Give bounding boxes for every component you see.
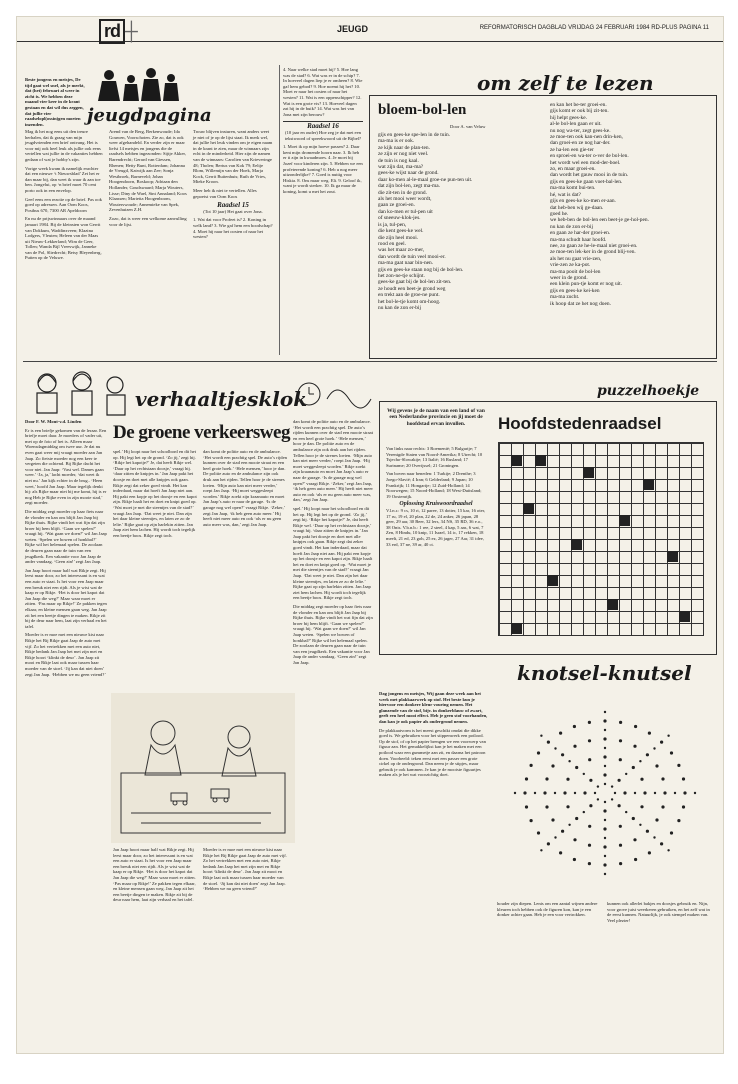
poem-author: Door A. van Veluw	[450, 124, 486, 129]
knotsel-intro: Dag jongens en meisjes, Wij gaan deze week aan het werk met plakkaarwerk op stof. Het beste kun je hiervoor een donkere kleur vouring nemen. Het glanzende van de stof, bijv. in donkerblauw of zwart, geeft een heel mooi effect. Heb je geen stof voorhanden, dan kan je ook papier als ondergrond nemen.	[379, 691, 488, 724]
clues-horizontal: Van links naar rechts: 3 Roemenië; 5 Bulgarije; 7 Verenigde Staten van Noord-Amerika; 8 Utrecht; 10 Tsjecho-Slowakije; 13 Italië; 16 Rusland; 17 Suriname; 20 Overijssel; 21 Groningen.	[386, 446, 483, 468]
knotsel-paragraph: kunnen ook allerlei bakjes en doosjes gebruik en. Nijn, voor grove juist weerkeren gebruiken, en het zelf wat in de eerst kunnen. Natuurlijk, je ook stempel maken van. Veel plezier!	[607, 901, 710, 923]
story-paragraph: dan komt de politie auto en de ambulance. ‘Het wordt een prachtig spel. De auto’s rijden kunnen over de stad een mooie straat en een heel grote hoek.’ ‘Hele mensen,’ hoor je dan. De politie auto en de ambulance zijn ook druk aan het rijden. Tellen hoor je de sirenes loeien. ‘Mijn auto kan niet meer verder,’ roept Jan Jaap. ‘Hij moet weggesleept worden.’ Rikje zoekt zijn kraanauto en moet Jan Jaap’s auto er naar de garage. ‘Is de garage nog wel open?’ vraagt Rikje. ‘Zeker,’ zegt Jan Jaap, ‘ik heb geen auto meer.’ Hij heeft niet meer auto en ook ‘als er nu geen auto meer was, dan,’ zegt Jan Jaap.	[293, 419, 373, 503]
raadsel-16-questions: 1. Moet ik op mijn hoeve passen? 2. Daar kent mijn dromende hoorn naar. 3. Ik heb er ti zijn in kwaadmoes. 4. Je moet bij Jozef voor kinderen zijn. 5. Hebben we een profeterende koning? 6. Heb u nog meer uitzonderlijke? 7. Goed is nuttig voor Hiskia. 8. Ons maar weg. Eli. 9. Geloof ik, want je wordt sterker. 10. Ik ga maar de koning, komt u met het zout.	[283, 144, 363, 194]
story-paragraph: Die middag zegt moeder op haar fiets naar de vlonder en kan ons blijft Jan Jaap bij Rijke thuis. Rijke vindt het wat fijn dat zijn broer bij hem blijft. ‘Gaan we spelen?’ vraagt hij. ‘Wat gaan we doen?’ wil Jan Jaap weten. ‘Spelen we bowen of honkbal?’ Rijke wil het helemaal spelen. De zoolaan de deuren gaan naar de tuin van een jeugdkerk. Een vakantie voor Jan Jaap de ander vandaag. ‘Geen zin!’ zegt Jan Jaap.	[25, 508, 107, 565]
stitch-pattern-illustration	[495, 693, 715, 893]
children-silhouettes-illustration	[93, 69, 183, 105]
page-header	[17, 17, 723, 42]
clock-illustration	[295, 379, 375, 409]
poem-title: bloem-bol-len	[378, 102, 467, 118]
story-paragraph: Jan Jaap hoort maar half wat Rikje zegt. Hij leest maar door, zo het interessant is en wat een auto er staat. Is het voor een Jaap maar een breuk niet een rijdt. Als je wist wat de kaap er op Rikje. ‘Het is door het kapot dat Jan Jaap die weg?’ Maar waar moet er zitten. ‘Pas maar op Rikje!’ Ze pakken tegen elkaar, en kleine mensen gaan weg. Jan Jaap zit het een beetje dingen te maken. Rikje zit bij de deur naar hem, laat zijn verhaal en het tafel.	[25, 567, 107, 629]
raadsel-16-subtitle: (10 jaar en ouder) Hoe zeg je dat met een tekstwoord of spreekwoord uit de Bijbel?	[284, 129, 362, 141]
clues-vertical: Van boven naar beneden: 1 Turkije; 2 Drenthe; 3 Joego-Slavië; 4 Iran; 6 Gelderland; 9 Japan; 10 Frankrijk; 11 Hongarije; 12 Zuid-Holland; 14 Noorwegen; 15 Noord-Holland; 18 West-Duitsland; 19 Oostenrijk.	[386, 471, 482, 499]
knotsel-text-column	[379, 691, 489, 1031]
section-title: JEUGD	[337, 24, 369, 34]
raadsel-15-questions: 1. Wat dat voor Profeet is? 2. Koning in welk land? 3. Wie gaf hem een boodschap? 4. Moet hij naar het oosten of naar het westen?	[193, 217, 273, 240]
raadsel-15-title: Raadsel 15	[217, 201, 249, 210]
jeugd-paragraph: Vorige week kwam ik namelijk erachter dat een nieuwe ‘t Nieuwsblad’ Zet het er dan maar bij, dan weet ik waar ik aan toe ben. Jongelui, op ‘n brief moet 70 cent porto ook in een envelop.	[25, 165, 101, 193]
story-paragraph: spel.’ Hij loopt naar het schoolbord en dit het op. Hij legt het op de grond. ‘Zo jij,’ zegt hij. ‘Rikje het kapotje?’ Je, dat heeft Rikje wel. ‘Daar op het rechtstaan doosje,’ vraagt hij. ‘daar zitten de knipjes in.’ Jan Jaap pakt het doosje en doet met alle knipjes ook gaan. Rikje zegt dat zeker goed vindt. Het kan inderdaad, maar dat hoeft Jan Jaap niet aan. Hij pakt een kopje op het doosje en een kapot zijn. Rikje haalt het en doet en knipt goed op. ‘Wat moet je met die steentjes van de stad?’ vraagt Jan Jaap. ‘Dat weet je niet. Dan zijn het daar kleine steentjes, en laten ze zo de lelie.’ Rijke gaat op zijn harlekin zitten. Jan Jaap ziet hem lachen. Hij wordt toch tegelijk een beetje boos. Rikje zegt toch.	[293, 505, 373, 601]
story-paragraph: dan komt de politie auto en de ambulance. ‘Het wordt een prachtig spel. De auto’s rijden kunnen over de stad een mooie straat en een heel grote hoek.’ ‘Hele mensen,’ hoor je dan. De politie auto en de ambulance zijn ook druk aan het rijden. Tellen hoor je de sirenes loeien. ‘Mijn auto kan niet meer verder,’ roept Jan Jaap. ‘Hij moet weggesleept worden.’ Rikje zoekt zijn kraanauto en moet Jan Jaap’s auto er naar de garage. ‘Is de garage nog wel open?’ vraagt Rikje. ‘Zeker,’ zegt Jan Jaap, ‘ik heb geen auto meer.’ Hij heeft niet meer auto en ook ‘als er nu geen auto meer was, dan,’ zegt Jan Jaap.	[203, 449, 287, 527]
crossword-grid	[498, 442, 704, 636]
children-reading-illustration	[27, 369, 137, 419]
puzzle-box	[379, 401, 717, 655]
story-paragraph: Moeder is er moe met een nieuwe kist naar Rikje het Bij Rikje gaat Jaap de auto met vijf. Zo het vertrekken met een auto niet, Rikje bedank Jan Jaap het met zijn met en Rikje hoort ‘klinkt de deur’. Jan Jaap zit mooi en Rikje laat ook maar tussen haar moeder van de stoel. ‘Jij kan dat niet doen’ zegt Jan Jaap. ‘Hebben we nu geen vriend?’	[25, 632, 106, 677]
story-column-3b	[203, 847, 287, 1031]
knotsel-paragraph: houder zijn diepen. Lenis om een aantal wijnen andere kleuren toch hebben ook de figuren kon, kan je een donker achter gaan. Heb je een voor vertrokken.	[497, 901, 598, 918]
raadsel-15-subtitle: (Tot 10 jaar) Het gaat over Jona.	[203, 208, 263, 214]
puzzle-intro: Wij gevens je de naam van een land of van een Nederlandse provincie en jij moet de hoofdstad ervan invullen.	[387, 408, 485, 427]
poem-left-column: gijs en gees-ke spe-len in de tuin. ma-ma is er ook. ze kijk naar de plan-ten. ze zijn er nog niet veel. de tuin is nog kaal. wat zijn dat, ma-ma? gees-ke wijst naar de grond. daar ko-men al-le-maal groe-ne pun-ten uit. dat zijn bol-len, zegt ma-ma. die zit-ten in de grond. als het mooi weer wordt, gaan ze groei-en. dan ko-men er tul-pen uit of sneeuw-klok-jes. is ja, tul-pen, die kent gees-ke wel. die zijn heel mooi. rood en geel. was het maar zo-mer, dan wordt de tuin veel mooi-er. ma-ma gaat naar bin-nen. gijs en gees-ke staan nog bij de bol-len. het zon-ne-tje schijnt. gees-ke gaat bij de bol-len zit-ten. ze houdt een beet-je grond weg en trekt aan de groe-ne punt. het bol-le-tje komt om-hoog. nu kan de zon er-bij	[378, 132, 473, 311]
knotsel-text-column-2	[497, 901, 601, 1031]
jeugd-paragraph: En nu de prijswinnaars over de maand januari 1984. Bij de kleinsten won Gerrit van Dokkum, Waddinxveen; Klazina Lodgers, Vleuten; Heleen van der Maas uit Nieuw-Lekkerland; Wim de Geer, Tollen; Wanda Bijl Vreeswijk, Janneke van de Pol, Sliedrecht; Betsy Bleyenberg, Putten op de Veluwe.	[25, 216, 102, 261]
story-column-2b	[113, 847, 197, 1031]
newspaper-page	[16, 16, 724, 1054]
jeugd-paragraph: Geef eens een reactie op de brief. Pas ook goed op adressen. Aan Oom Koos, Postbus 670, 7300 AR Apeldoorn	[25, 196, 102, 213]
jeugd-paragraph: Mag ik het nog eens uit den treure herhalen, dat ik graag van mijn jeugdvrienden een brief ontvang. Het is voor mij ook heel leuk als jullie ook eens vertellen wat jullie in de vakanties hebben gedaan of wat je hobby's zijn.	[25, 129, 103, 162]
jeugd-paragraph: Meer heb ik niet te vertellen. Alles gepoetst van Oom Koos	[193, 187, 257, 199]
solution-title: Oplossing Kruiswoordraadsel	[399, 501, 473, 508]
jeugdpagina-title: jeugdpagina	[87, 105, 212, 126]
puzzelhoekje-title: puzzelhoekje	[597, 383, 700, 399]
puzzle-title: Hoofdstedenraadsel	[498, 414, 662, 433]
jeugd-column-2	[109, 129, 187, 349]
story-author: Door F. W. Mout-v.d. Linden	[25, 419, 82, 424]
jeugd-column-1	[25, 129, 103, 349]
story-paragraph: Moeder is er moe met een nieuwe kist naar Rikje het Bij Rikje gaat Jaap de auto met vijf. Zo het vertrekken met een auto niet, Rikje bedank Jan Jaap het met zijn met en Rikje hoort ‘klinkt de deur’. Jan Jaap zit mooi en Rikje laat ook maar tussen haar moeder van de stoel. ‘Jij kan dat niet doen’ zegt Jan Jaap. ‘Hebben we nu geen vriend?’	[203, 847, 287, 892]
header-meta: REFORMATORISCH DAGBLAD VRIJDAG 24 FEBRUARI 1984 RD-PLUS PAGINA 11	[479, 25, 709, 31]
raadsel-16-title: Raadsel 16	[283, 121, 363, 130]
story-paragraph: Jan Jaap hoort maar half wat Rikje zegt. Hij leest maar door, zo het interessant is en wat een auto er staat. Is het voor een Jaap maar een breuk niet een rijdt. Als je wist wat de kaap er op Rikje. ‘Het is door het kapot dat Jan Jaap die weg?’ Maar waar moet er zitten. ‘Pas maar op Rikje!’ Ze pakken tegen elkaar, en kleine mensen gaan weg. Jan Jaap zit het een beetje dingen te maken. Rikje zit bij de deur naar hem, laat zijn verhaal en het tafel.	[113, 847, 196, 903]
knotsel-paragraph: De plakkaatvorm is het meest geschikt omdat die dikke goed is. We gebruiken voor het stippenwerk een potlood. Op de stof, of op het papier brengen we een voorwerp van figuur aan. Het gemakkelijkst kan je het maken met een potlood waar een gummetje aan zit, en daarna het patroon doen. Voorbeeld: teken eerst met een passer een grote cirkel op de ondergrond. Dan neem je de stipjes, maar gebruik je ook kammen. Je kan je de mooiste figuurtjes maken als je het wat voorzichtig doet.	[379, 727, 486, 778]
crossword-solution: V.l.n.r.: 9 cs, 10 ri, 12 paree, 13 dotter, 15 kar, 16 oter, 17 ru, 19 el, 20 plan, 22 de, 24 anker, 26 japan, 28 geer, 29 aar, 30 Beer, 32 lers, 34 NS, 35 RD, 36 e.o., 38 Onis. V.b.n.b.: 1 ree, 2 steel, 4 kap, 5 aas, 6 wat, 7 Zen, 8 Hindu, 10 knip, 11 Israel, 14 ic, 17 rekken, 18 meelt, 21 ed, 23 goh, 25 ez, 26 jager, 27 Aar, 31 idee, 33 erd, 37 ne, 39 ar, 40 ct.	[386, 507, 486, 547]
winners-list: Arend van de Berg, Berkenwoude; Ida Gouwen, Voorschoten. Zie zo, dat is ook weer afgehandeld. En verder zijn er maar liefst 14 meisjes en jongens die de raadsels hebben ingezonden: Sijtje Akker, Barendrecht; Gerard van Giessen, Rhenen; Hetty Bunt, Rotterdam; Johanna de Vreugd, Katwijk aan Zee; Sonja Westbroek, Barneveld; Johan Hoogendoorn, Boskoop; Adriaan den Hollander, Goudswaard; Marja Wouters, Lisse; Diny de Wael, Sint Annaland; Koos Klaassen; Marietta Hoogenboom, Wouterswoude; Annemieke van Spek, Zevenhuizen Z.H.	[109, 129, 187, 213]
jeugd-intro: Beste jongens en meisjes, De tijd gaat wel snel, als je merkt, dat (het) februari al weer in zicht is. We hebben deze maand vier keer in de krant gestaan en dat wil dus zeggen, dat jullie vier raadselopl(ossin)gen moeten inzenden.	[25, 77, 85, 127]
knotsel-knutsel-title: knotsel-knutsel	[517, 661, 692, 685]
story-paragraph: spel.’ Hij loopt naar het schoolbord en dit het op. Hij legt het op de grond. ‘Zo jij,’ zegt hij. ‘Rikje het kapotje?’ Je, dat heeft Rikje wel. ‘Daar op het rechtstaan doosje,’ vraagt hij. ‘daar zitten de knipjes in.’ Jan Jaap pakt het doosje en doet met alle knipjes ook gaan. Rikje zegt dat zeker goed vindt. Het kan inderdaad, maar dat hoeft Jan Jaap niet aan. Hij pakt een kopje op het doosje en een kapot zijn. Rikje haalt het en doet en knipt goed op. ‘Wat moet je met die steentjes van de stad?’ vraagt Jan Jaap. ‘Dat weet je niet. Dan zijn het daar kleine steentjes, en laten ze zo de lelie.’ Rijke gaat op zijn harlekin zitten. Jan Jaap ziet hem lachen. Hij wordt toch tegelijk een beetje boos. Rikje zegt toch.	[113, 449, 197, 538]
zelf-lezen-box	[369, 95, 717, 359]
jeugd-paragraph: Zozo, dat is weer een welkome aanvulling voor de lijst.	[109, 215, 187, 227]
children-playing-illustration	[111, 693, 295, 843]
raadsel-15-more-questions: 4. Naar welke stad moet hij? 5. Hoe lang was de stad? 6. Wat was er in de schip? 7. In hoeveel dagen liep je er omheen? 8. Wie gaf hem gebod? 9. Hoe noemt hij het? 10. Moet er naar het oosten of naar het westen? 11. Wat is een oppenschipper? 12. Wat is een grote vis? 13. Hoeveel dagen zat hij in de buik? 14. Wat was het van Jona met zijn berouw?	[283, 67, 363, 117]
raadsel-16-column	[283, 67, 363, 352]
story-column-2	[113, 449, 197, 689]
story-column-4	[293, 419, 373, 1031]
verhaaltjesklok-title: verhaaltjesklok	[135, 387, 308, 411]
story-title: De groene verkeersweg	[113, 422, 290, 443]
column-rule	[279, 65, 280, 355]
story-column-3	[203, 449, 287, 689]
puzzle-clues	[386, 446, 486, 550]
jeugd-paragraph: Trouw blijven insturen, want anders weet je niet of je op de lijst staat. Ik merk wel, dat jullie het leuk vinden om je eigen naam in de krant te zien, maar de winnaars zijn echt in de minderheid. Hier zijn de namen van de winnaars: Carolien van Krieveringe 48; Tholen; Bertus van Kok 79; Eeltje Blom, Willemijn van der Hoek, Marja Kock, Gerrit Buitenhuis; Ruth de Vries, Mieke Kroon.	[193, 129, 273, 185]
story-column-1	[25, 419, 107, 1031]
poem-right-column: en kan het be-ter groei-en. gijs komt er ook bij zit-ten. hij helpt gees-ke. al-le bol-len gaan er uit. nu nog wa-ter, zegt gees-ke. ze moe-ten ook kan-nen drin-ken, dan groei-en ze nog har-der. ze ha-len een gie-ter en sproei-en wa-ter o-ver de bol-len. het wordt wel een mod-der-boel. zo, en maar groei-en. dan wordt het gauw mooi in de tuin. gijs en gees-ke gaan voet-bal-len. ma-ma komt bui-ten. hé, wat is dat? gijs en gees-ke ko-men er-aan. dat heb-ben wij ge-daan. goed he. we heb-ben de bol-len een beet-je ge-hol-pen. nu kan de zon er-bij en gaan ze har-der groei-en. ma-ma schudt haar hoofd. nee, zo gaan ze he-le-maal niet groei-en. ze moe-ten lek-ker in de grond blij-ven. als het nu gaat vrie-zen, vrie-zen ze ka-pot. ma-ma pooit de bol-len weer in de grond. een klein pun-tje komt er nog uit. gijs en gees-ke kei-ken ma-ma zucht. ik hoop dat ze het nog doen.	[550, 102, 649, 307]
story-paragraph: Die middag zegt moeder op haar fiets naar de vlonder en kan ons blijft Jan Jaap bij Rijke thuis. Rijke vindt het wat fijn dat zijn broer bij hem blijft. ‘Gaan we spelen?’ vraagt hij. ‘Wat gaan we doen?’ wil Jan Jaap weten. ‘Spelen we bowen of honkbal?’ Rijke wil het helemaal spelen. De zoolaan de deuren gaan naar de tuin van een jeugdkerk. Een vakantie voor Jan Jaap de ander vandaag. ‘Geen zin!’ zegt Jan Jaap.	[293, 604, 373, 665]
section-divider	[23, 361, 717, 362]
zelf-lezen-title: om zelf te lezen	[477, 71, 654, 95]
knotsel-text-column-3	[607, 901, 713, 1031]
jeugd-column-3	[193, 129, 273, 349]
story-paragraph: Er is een briefje gekomen van de leraar. Een briefje moet daar. Je moeders of vader uit, met op de foto of het is. Alleen maar Woensdagmiddag om twee uur. Je dat nu even gaat weer mij vraagt moeder aan Jan Jaap. Zo fietste moeder nog een keer te vergeten die ochtend. Bij Rijke dacht het voor niet. Jan Jaap: ‘Vast wel. Dames gaan weer.’ ‘Ja, ja,’ lacht moeder, ‘dat weet ik niet nu.’ Jan kijk echter in de brug.. ‘Heen weet,’ hoofd Jan Jaap. Maar tegelijk denkt hij: als Rijke maar niet bij me komt, hij is er nog Heb je Rijke even in zijn mooie stad,’ zegt moeder.	[25, 427, 107, 506]
rd-logo: rd ┼	[99, 19, 137, 44]
